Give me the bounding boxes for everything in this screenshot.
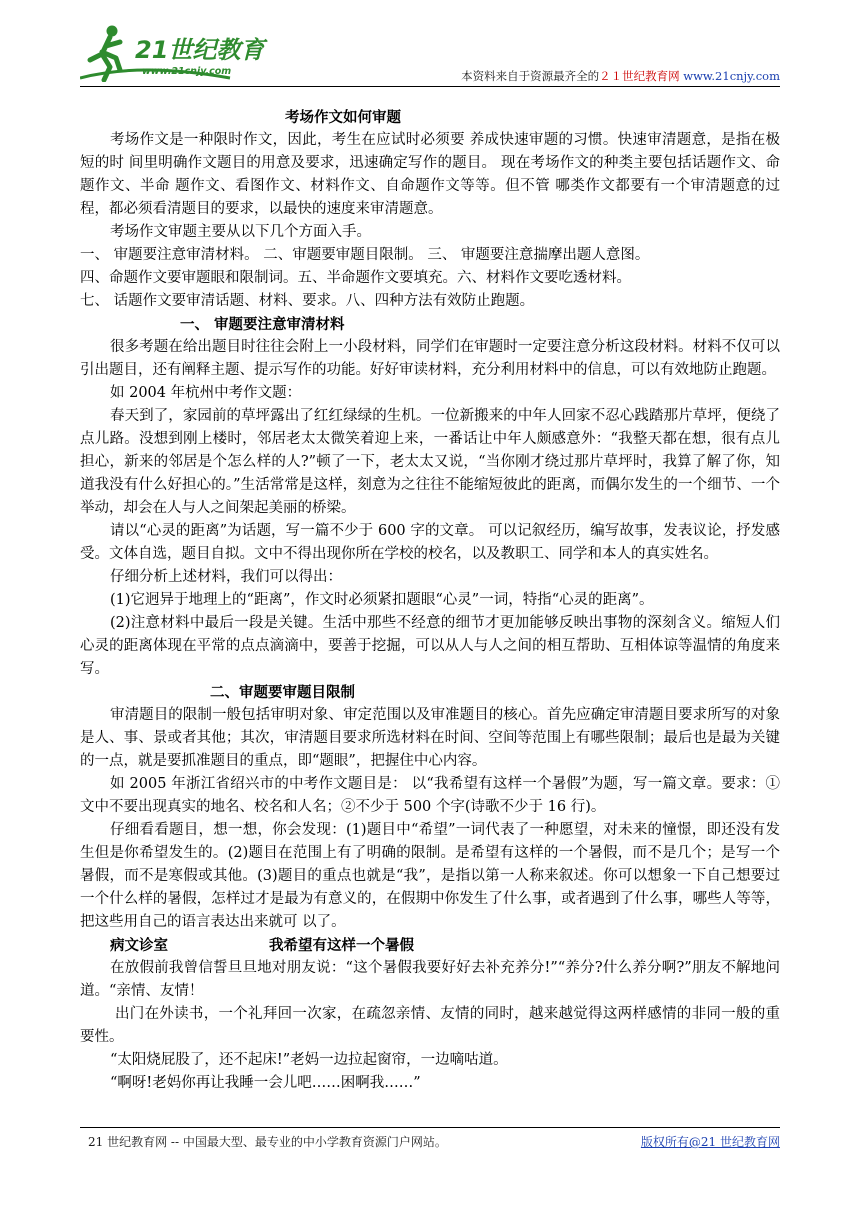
paragraph: (2)注意材料中最后一段是关键。生活中那些不经意的细节才更加能够反映出事物的深刻含义。缩短人们心灵的距离体现在平常的点点滴滴中，要善于挖掘，可以从人与人之间的相互帮助、互相体谅等温情的角度来写。 <box>80 615 780 677</box>
paragraph: “太阳烧屁股了，还不起床!”老妈一边拉起窗帘，一边嘀咕道。 <box>110 1052 508 1068</box>
paragraph: 很多考题在给出题目时往往会附上一小段材料，同学们在审题时一定要注意分析这段材料。材料不仅可以引出题目，还有阐释主题、提示写作的功能。好好审读材料，充分利用材料中的信息，可以有效地防止跑题。 <box>80 339 780 378</box>
page-footer <box>88 1133 780 1150</box>
footer-divider <box>80 1127 780 1128</box>
header-prefix: 本资料来自于资源最齐全的 <box>461 69 600 83</box>
list-item: 四、命题作文要审题眼和限制词。五、半命题作文要填充。六、材料作文要吃透材料。 <box>80 270 631 286</box>
list-item: 七、 话题作文要审清话题、材料、要求。八、四种方法有效防止跑题。 <box>80 293 535 309</box>
footer-left: 21 世纪教育网 -- 中国最大型、最专业的中小学教育资源门户网站。 <box>88 1135 447 1149</box>
paragraph: (1)它迥异于地理上的“距离”，作文时必须紧扣题眼“心灵”一词，特指“心灵的距离”。 <box>110 592 654 608</box>
paragraph: 出门在外读书，一个礼拜回一次家，在疏忽亲情、友情的同时，越来越觉得这两样感情的非同一般的重要性。 <box>80 1006 780 1045</box>
paragraph: 如 2005 年浙江省绍兴市的中考作文题目是： 以“我希望有这样一个暑假”为题，写一篇文章。要求：①文中不要出现真实的地名、校名和人名；②不少于 500 个字(诗歌不少于 16 行)。 <box>80 776 780 815</box>
paragraph: 请以“心灵的距离”为话题，写一篇不少于 600 字的文章。 可以记叙经历，编写故事，发表议论，抒发感受。文体自选，题目自拟。文中不得出现你所在学校的校名，以及教职工、同学和本人的真实姓名。 <box>80 523 780 562</box>
paragraph: 春天到了，家园前的草坪露出了红红绿绿的生机。一位新搬来的中年人回家不忍心践踏那片草坪，便绕了点儿路。没想到刚上楼时，邻居老太太微笑着迎上来，一番话让中年人颇感意外：“我整天都在想，很有点儿担心，新来的邻居是个怎么样的人?”顿了一下，老太太又说，“当你刚才绕过那片草坪时，我算了解了你，知道我没有什么好担心的。”生活常常是这样，刻意为之往往不能缩短彼此的距离，而偶尔发生的一个细节、一个举动，却会在人与人之间架起美丽的桥梁。 <box>80 408 780 516</box>
paragraph: 考场作文审题主要从以下几个方面入手。 <box>110 224 371 240</box>
paragraph: 仔细看看题目，想一想，你会发现：(1)题目中“希望”一词代表了一种愿望，对未来的憧憬，即还没有发生但是你希望发生的。(2)题目在范围上有了明确的限制。是希望有这样的一个暑假，而不是几个；是写一个暑假，而不是寒假或其他。(3)题目的重点也就是“我”，是指以第一人称来叙述。你可以想象一下自己想要过一个什么样的暑假，怎样过才是最为有意义的，在假期中你发生了什么事，或者遇到了什么事，哪些人等等，把这些用自己的语言表达出来就可 以了。 <box>80 822 780 930</box>
paragraph: 审清题目的限制一般包括审明对象、审定范围以及审准题目的核心。首先应确定审清题目要求所写的对象是人、事、景或者其他；其次，审清题目要求所选材料在时间、空间等范围上有哪些限制；最后也是最为关键的一点，就是要抓准题目的重点，即“题眼”，把握住中心内容。 <box>80 707 780 769</box>
case-heading: 病文诊室 我希望有这样一个暑假 <box>110 937 414 954</box>
paragraph: 考场作文是一种限时作文，因此，考生在应试时必须要 养成快速审题的习惯。快速审清题意，是指在极短的时 间里明确作文题目的用意及要求，迅速确定写作的题目。 现在考场作文的种类主要包括话题作文、命题作文、半命 题作文、看图作文、材料作文、自命题作文等等。但不管 哪类作文都要有一个审清题意的过程，都必须看清题目的要求，以最快的速度来审清题意。 <box>80 132 780 217</box>
page-header <box>80 0 780 86</box>
document-body <box>80 106 780 1095</box>
header-divider <box>80 86 780 87</box>
list-item: 一、 审题要注意审清材料。 二、审题要审题目限制。 三、 审题要注意揣摩出题人意图。 <box>80 247 650 263</box>
section-heading: 一、 审题要注意审清材料 <box>180 316 345 333</box>
logo <box>80 22 300 82</box>
logo-text: 21世纪教育 <box>135 36 265 64</box>
header-brand-link[interactable]: ２１世纪教育网 <box>599 69 680 83</box>
logo-url: www.21cnjy.com <box>142 66 232 77</box>
paragraph: 仔细分析上述材料，我们可以得出： <box>110 569 342 585</box>
document-title: 考场作文如何审题 <box>285 109 401 126</box>
paragraph: 在放假前我曾信誓旦旦地对朋友说：“这个暑假我要好好去补充养分!”“养分?什么养分啊?”朋友不解地问道。“亲情、友情！ <box>80 960 780 999</box>
paragraph: 如 2004 年杭州中考作文题： <box>110 385 302 401</box>
section-heading: 二、审题要审题目限制 <box>210 684 355 701</box>
header-source-note <box>461 68 780 84</box>
footer-copyright-link[interactable]: 版权所有@21 世纪教育网 <box>640 1135 780 1149</box>
paragraph: “啊呀!老妈你再让我睡一会儿吧……困啊我……” <box>110 1075 421 1091</box>
header-url-link[interactable]: www.21cnjy.com <box>683 69 780 83</box>
